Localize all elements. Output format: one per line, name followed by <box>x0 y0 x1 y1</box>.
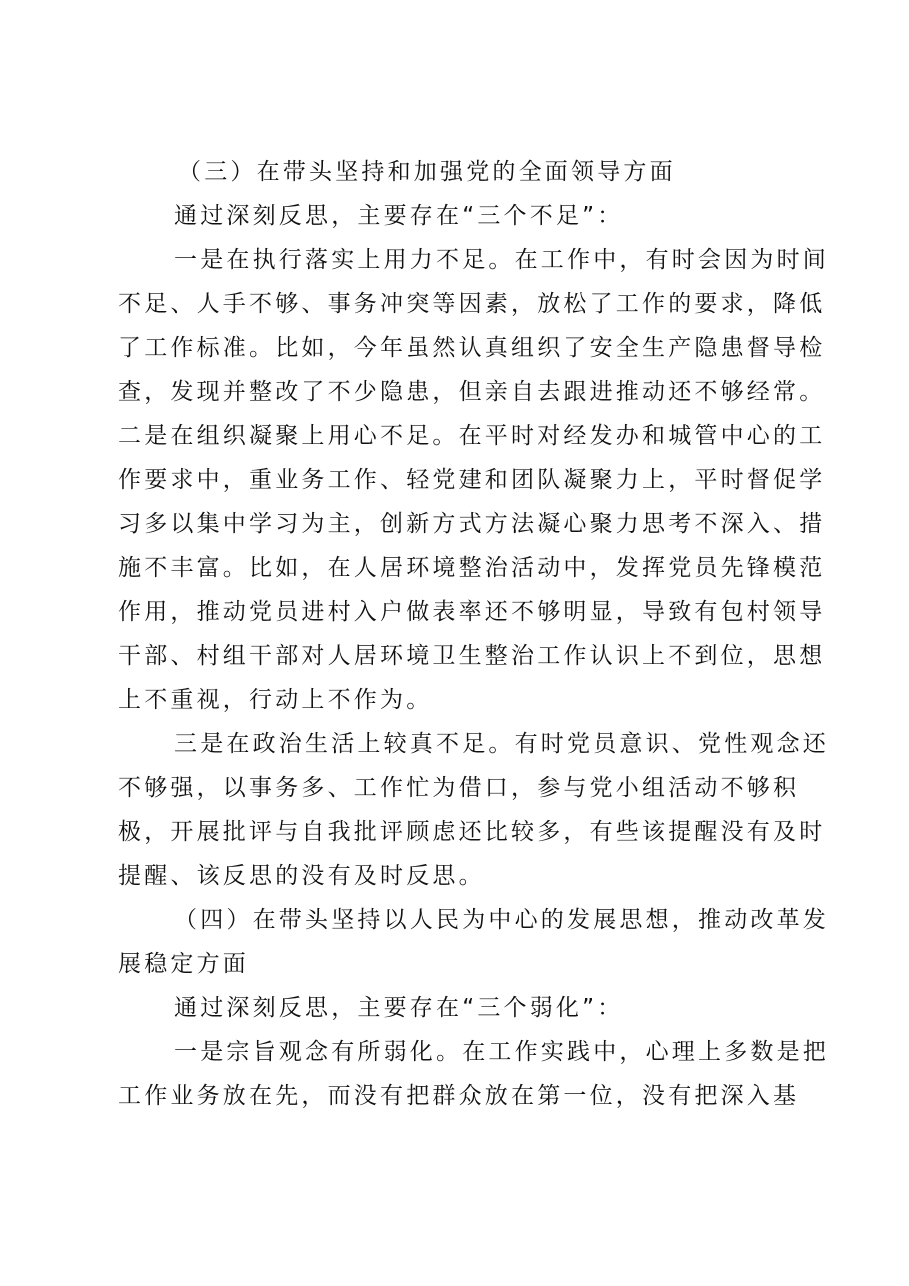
section-intro-4-text: 通过深刻反思，主要存在“三个弱化”： <box>174 995 624 1021</box>
paragraph-line: 提醒、该反思的没有及时反思。 <box>118 863 485 889</box>
paragraph-line: 作用，推动党员进村入户做表率还不够明显，导致有包村领导 <box>118 599 826 625</box>
paragraph-line: 三是在政治生活上较真不足。有时党员意识、党性观念还 <box>174 731 829 757</box>
paragraph-line: 作要求中，重业务工作、轻党建和团队凝聚力上，平时督促学 <box>118 467 826 493</box>
paragraph-line: 不够强，以事务多、工作忙为借口，参与党小组活动不够积 <box>118 775 800 801</box>
section-heading-3-text: （三）在带头坚持和加强党的全面领导方面 <box>178 159 676 185</box>
paragraph-line: 工作业务放在先，而没有把群众放在第一位，没有把深入基 <box>118 1083 800 1109</box>
document-body <box>118 150 829 1118</box>
section-intro-3-text: 通过深刻反思，主要存在“三个不足”： <box>174 203 624 229</box>
paragraph-line: 一是在执行落实上用力不足。在工作中，有时会因为时间 <box>174 247 829 273</box>
paragraph-line: 干部、村组干部对人居环境卫生整治工作认识上不到位，思想 <box>118 643 826 669</box>
section-intro-4 <box>118 986 808 1030</box>
paragraph-purpose <box>118 1030 829 1118</box>
paragraph-line: 上不重视，行动上不作为。 <box>118 687 433 713</box>
paragraph-execution <box>118 238 829 722</box>
paragraph-line: 查，发现并整改了不少隐患，但亲自去跟进推动还不够经常。 <box>118 379 826 405</box>
paragraph-line: 了工作标准。比如，今年虽然认真组织了安全生产隐患督导检 <box>118 335 826 361</box>
paragraph-line: 一是宗旨观念有所弱化。在工作实践中，心理上多数是把 <box>174 1039 829 1065</box>
paragraph-political-life <box>118 722 829 898</box>
paragraph-line: 习多以集中学习为主，创新方式方法凝心聚力思考不深入、措 <box>118 511 826 537</box>
section-heading-3 <box>118 150 808 194</box>
section-heading-4-line: 展稳定方面 <box>118 951 249 977</box>
paragraph-line: 二是在组织凝聚上用心不足。在平时对经发办和城管中心的工 <box>118 423 826 449</box>
section-heading-4-line: （四）在带头坚持以人民为中心的发展思想，推动改革发 <box>174 907 829 933</box>
section-intro-3 <box>118 194 808 238</box>
section-heading-4 <box>118 898 829 986</box>
paragraph-line: 不足、人手不够、事务冲突等因素，放松了工作的要求，降低 <box>118 291 826 317</box>
paragraph-line: 施不丰富。比如，在人居环境整治活动中，发挥党员先锋模范 <box>118 555 826 581</box>
paragraph-line: 极，开展批评与自我批评顾虑还比较多，有些该提醒没有及时 <box>118 819 826 845</box>
